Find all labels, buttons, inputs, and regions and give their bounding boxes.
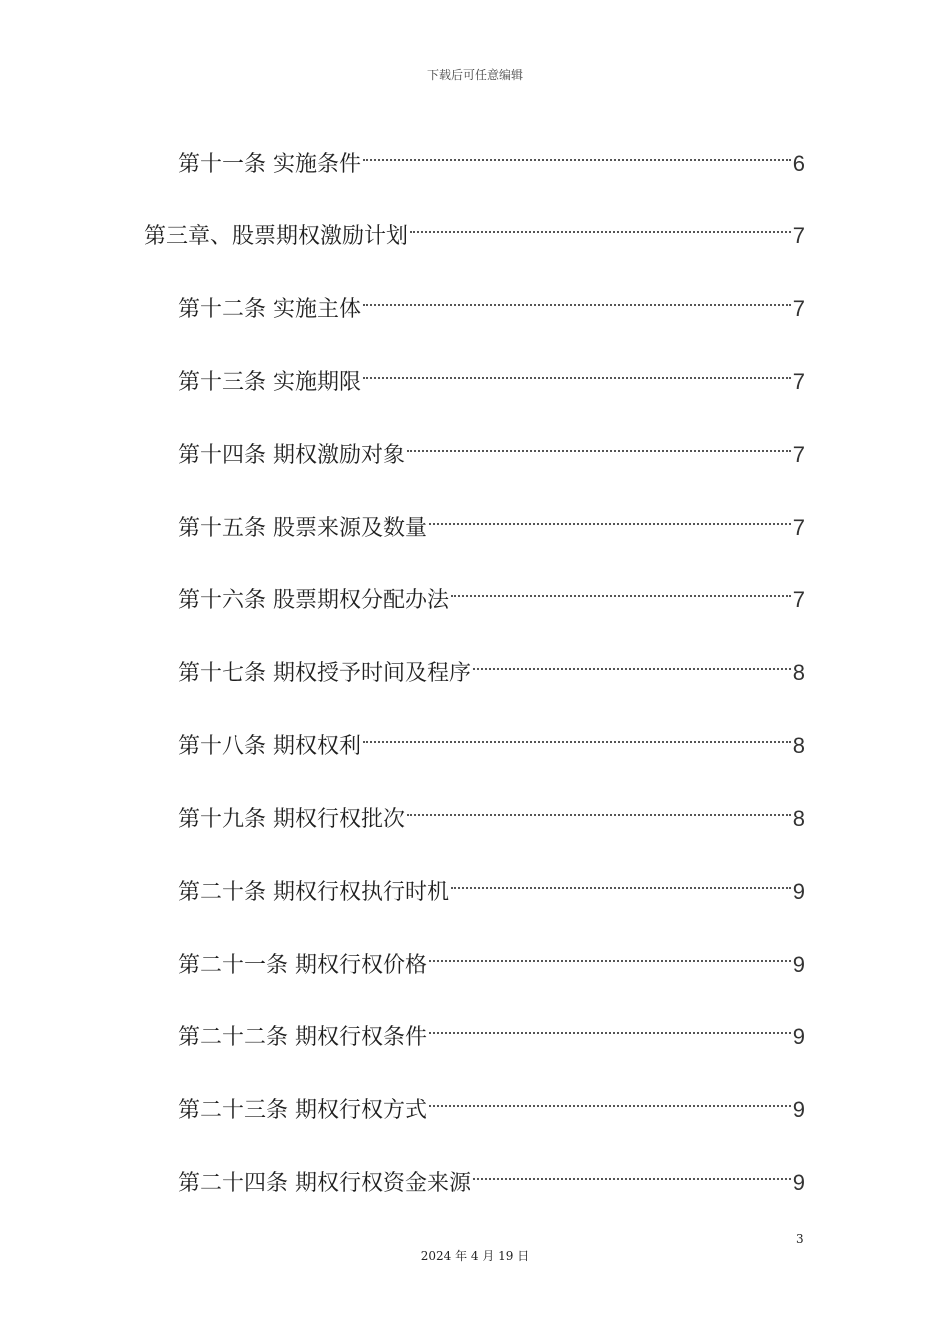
toc-entry-title: 第十九条 期权行权批次 xyxy=(178,807,405,832)
toc-dot-leader xyxy=(363,131,791,171)
toc-entry[interactable] xyxy=(178,713,805,759)
toc-dot-leader xyxy=(429,932,791,972)
toc-dot-leader xyxy=(473,640,791,680)
toc-entry-title: 第十一条 实施条件 xyxy=(178,152,361,177)
toc-entry-title: 第二十条 期权行权执行时机 xyxy=(178,880,449,905)
toc-entry-title: 第十四条 期权激励对象 xyxy=(178,443,405,468)
toc-page-number: 9 xyxy=(792,1024,805,1049)
toc-page-number: 7 xyxy=(792,369,805,394)
toc-page-number: 7 xyxy=(792,223,805,248)
toc-page-number: 9 xyxy=(792,1170,805,1195)
toc-entry-title: 第十七条 期权授予时间及程序 xyxy=(178,661,471,686)
toc-dot-leader xyxy=(429,1077,791,1117)
toc-entry[interactable] xyxy=(178,495,805,541)
toc-page-number: 8 xyxy=(792,806,805,831)
toc-page-number: 9 xyxy=(792,1097,805,1122)
toc-entry-title: 第十二条 实施主体 xyxy=(178,297,361,322)
toc-dot-leader xyxy=(363,349,791,389)
toc-dot-leader xyxy=(451,567,791,607)
toc-entry[interactable] xyxy=(178,1150,805,1196)
toc-entry[interactable] xyxy=(178,1004,805,1050)
toc-page-number: 8 xyxy=(792,660,805,685)
toc-entry-title: 第十五条 股票来源及数量 xyxy=(178,516,427,541)
toc-page-number: 7 xyxy=(792,296,805,321)
toc-page-number: 8 xyxy=(792,733,805,758)
toc-dot-leader xyxy=(451,859,791,899)
toc-entry-title: 第十六条 股票期权分配办法 xyxy=(178,588,449,613)
page-footer-date: 2024 年 4 月 19 日 xyxy=(420,1249,530,1263)
page-header: 下载后可任意编辑 xyxy=(426,68,523,82)
toc-page-number: 7 xyxy=(792,587,805,612)
toc-dot-leader xyxy=(407,422,791,462)
toc-page-number: 7 xyxy=(792,515,805,540)
toc-page-number: 6 xyxy=(792,151,805,176)
toc-entry[interactable] xyxy=(178,349,805,395)
toc-page-number: 7 xyxy=(792,442,805,467)
toc-entry-title: 第十三条 实施期限 xyxy=(178,370,361,395)
toc-entry[interactable] xyxy=(178,422,805,468)
page-number: 3 xyxy=(796,1232,804,1246)
toc-page-number: 9 xyxy=(792,879,805,904)
toc-entry-title: 第二十二条 期权行权条件 xyxy=(178,1025,427,1050)
toc-dot-leader xyxy=(407,786,791,826)
toc-page-number: 9 xyxy=(792,952,805,977)
toc-dot-leader xyxy=(473,1150,791,1190)
toc-entry-title: 第二十三条 期权行权方式 xyxy=(178,1098,427,1123)
toc-entry[interactable] xyxy=(178,131,805,177)
toc-dot-leader xyxy=(429,495,791,535)
toc-dot-leader xyxy=(429,1004,791,1044)
toc-entry[interactable] xyxy=(178,786,805,832)
toc-entry-title: 第三章、股票期权激励计划 xyxy=(144,224,409,249)
toc-entry[interactable] xyxy=(178,276,805,322)
toc-dot-leader xyxy=(363,713,791,753)
toc-dot-leader xyxy=(410,203,791,243)
toc-entry[interactable] xyxy=(178,932,805,978)
toc-entry[interactable] xyxy=(144,203,805,249)
toc-dot-leader xyxy=(363,276,791,316)
toc-entry-title: 第二十四条 期权行权资金来源 xyxy=(178,1171,471,1196)
toc-entry-title: 第十八条 期权权利 xyxy=(178,734,361,759)
toc-entry[interactable] xyxy=(178,1077,805,1123)
toc-entry[interactable] xyxy=(178,567,805,613)
toc-entry-title: 第二十一条 期权行权价格 xyxy=(178,953,427,978)
toc-entry[interactable] xyxy=(178,859,805,905)
toc-entry[interactable] xyxy=(178,640,805,686)
